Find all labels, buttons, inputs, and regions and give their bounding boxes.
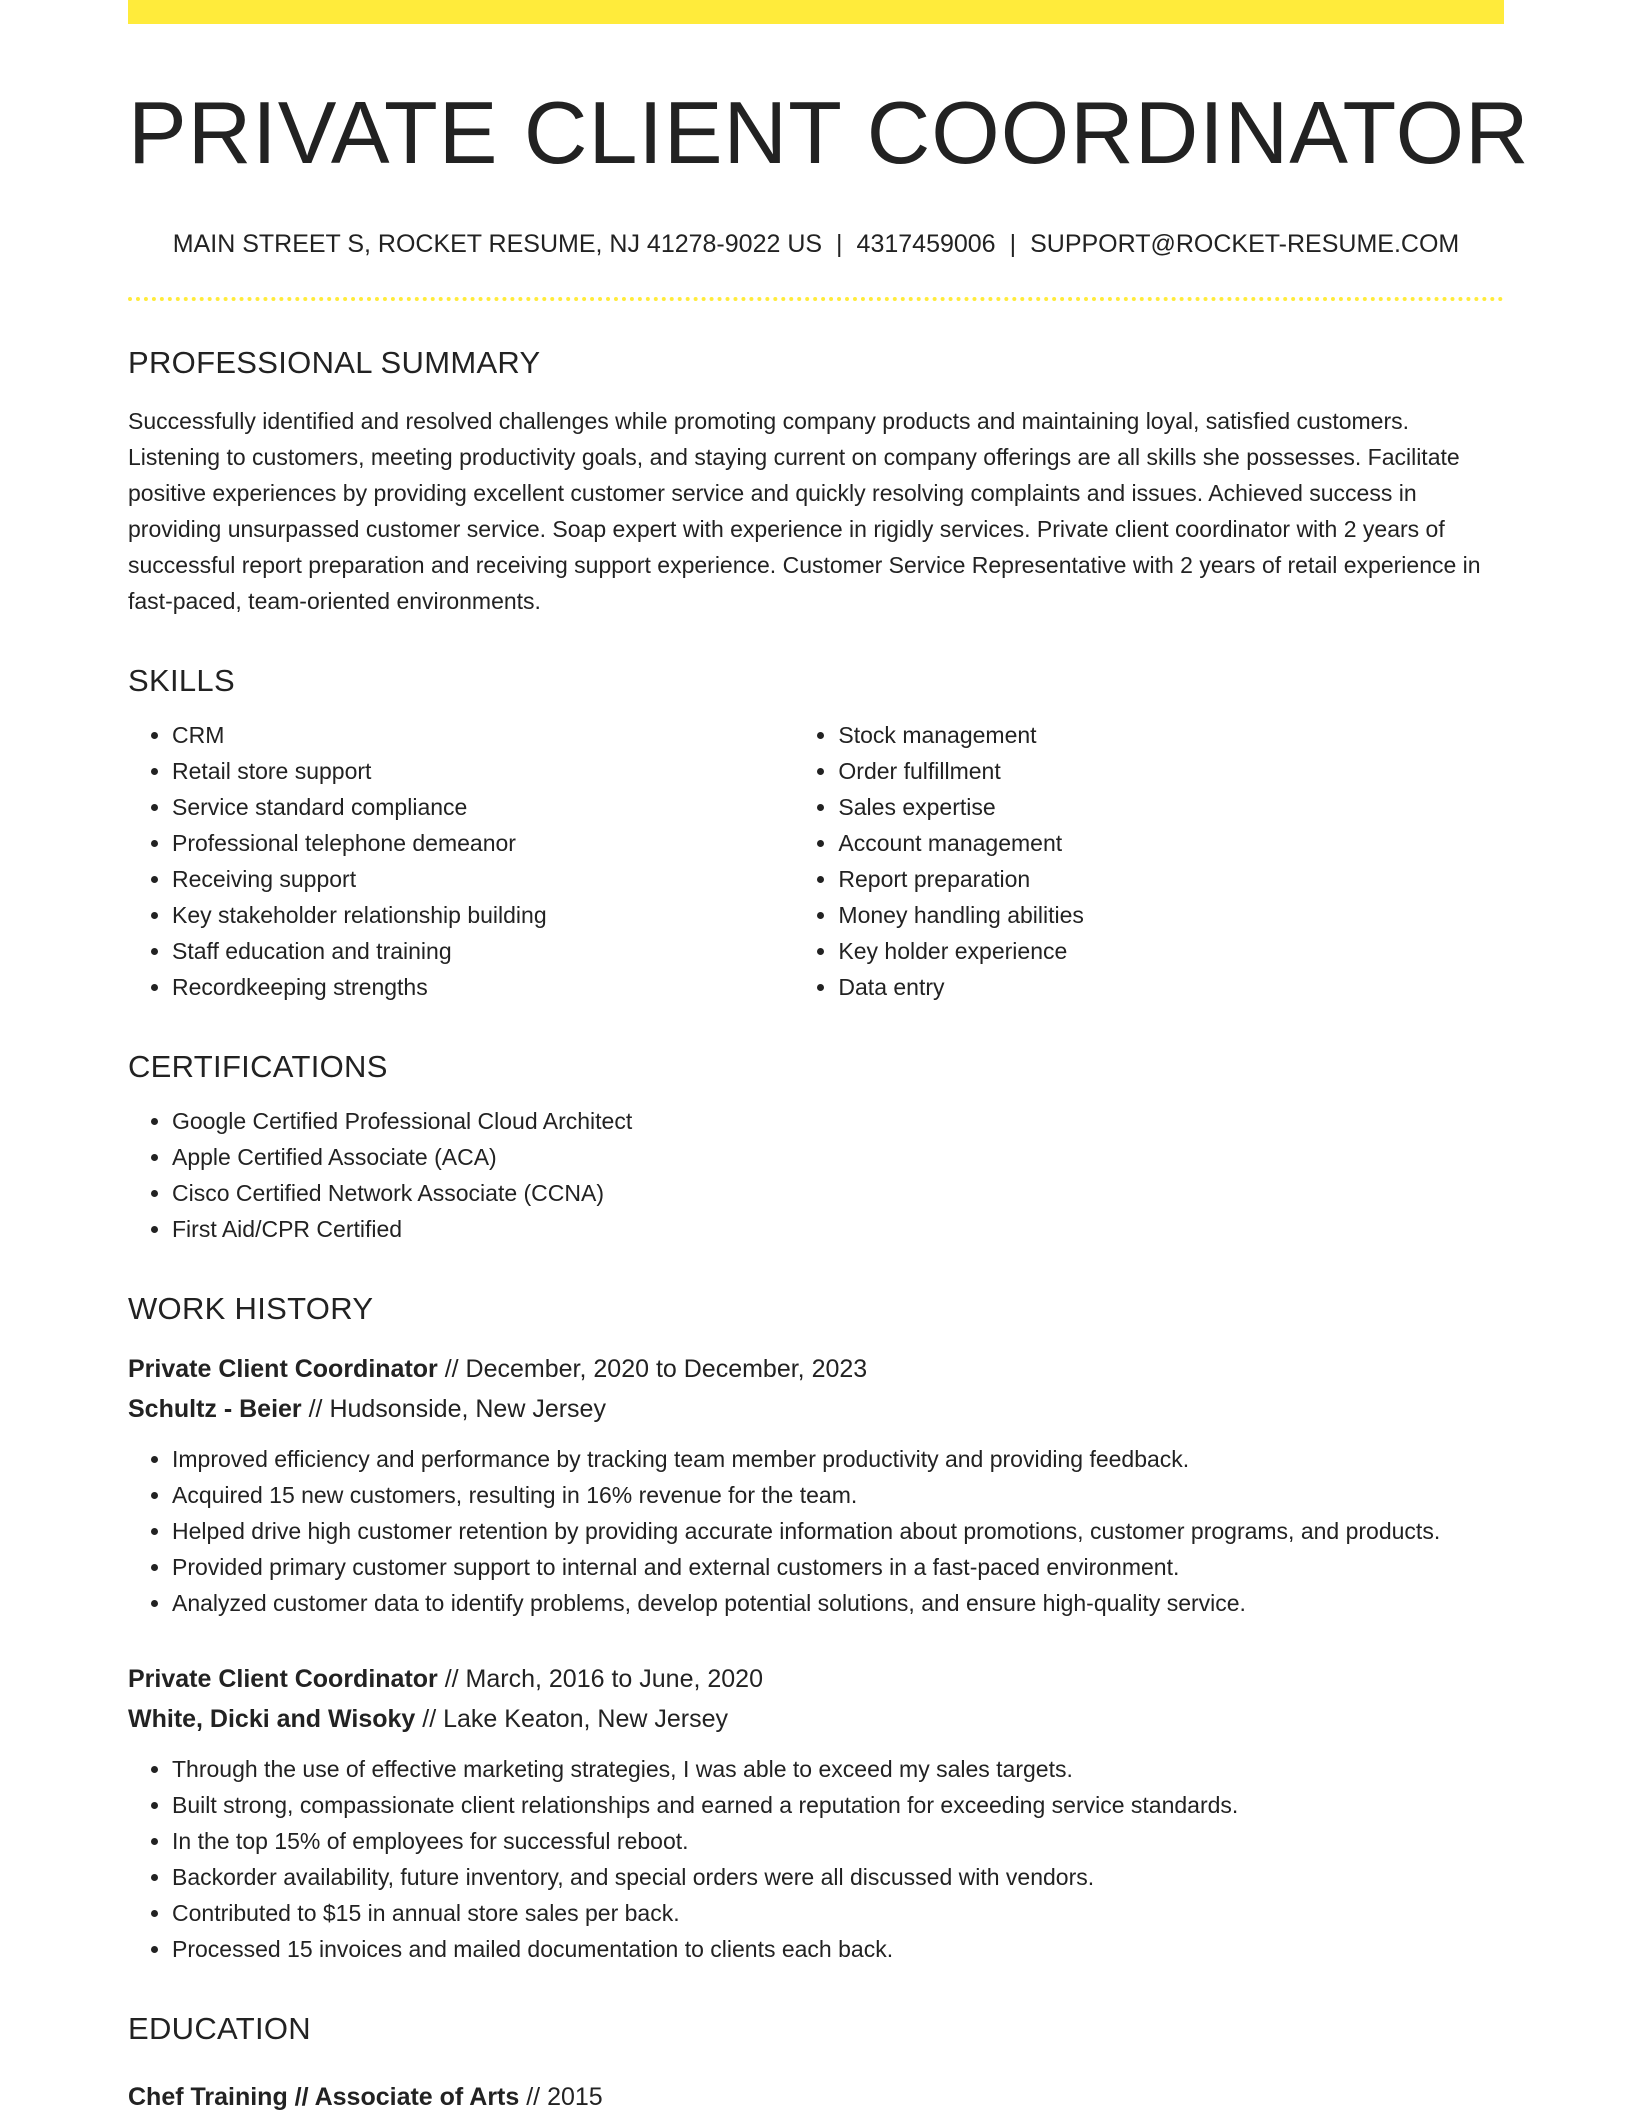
job-bullet: • Through the use of effective marketing strategies, I was able to exceed my sales targets. bbox=[172, 1751, 1504, 1787]
contact-line bbox=[128, 230, 1504, 259]
top-accent-bar bbox=[128, 0, 1504, 24]
skill-item: • Service standard compliance bbox=[172, 789, 794, 825]
education-heading: EDUCATION bbox=[128, 2010, 311, 2046]
skill-item: • Account management bbox=[838, 825, 1504, 861]
skill-item: • Retail store support bbox=[172, 753, 794, 789]
job-bullets bbox=[128, 1441, 1504, 1621]
job-dates: // December, 2020 to December, 2023 bbox=[437, 1354, 868, 1383]
job-bullet: • In the top 15% of employees for successful reboot. bbox=[172, 1823, 1504, 1859]
skills-list-left bbox=[128, 717, 794, 1005]
resume-page bbox=[128, 0, 1530, 2117]
job-bullet: • Analyzed customer data to identify problems, develop potential solutions, and ensure high-quality service. bbox=[172, 1585, 1504, 1621]
skill-item: • Money handling abilities bbox=[838, 897, 1504, 933]
email-text: SUPPORT@ROCKET-RESUME.COM bbox=[1030, 229, 1460, 258]
job-role: Private Client Coordinator bbox=[128, 1354, 438, 1383]
education-degree: Chef Training // Associate of Arts bbox=[128, 2082, 520, 2111]
summary-heading: PROFESSIONAL SUMMARY bbox=[128, 344, 541, 380]
job-bullet: • Provided primary customer support to internal and external customers in a fast-paced environment. bbox=[172, 1549, 1504, 1585]
certifications-list bbox=[128, 1103, 1504, 1247]
skill-item: • Recordkeeping strengths bbox=[172, 969, 794, 1005]
job-role: Private Client Coordinator bbox=[128, 1664, 438, 1693]
skill-item: • CRM bbox=[172, 717, 794, 753]
address-text: MAIN STREET S, ROCKET RESUME, NJ 41278-9022 US bbox=[172, 229, 823, 258]
skill-item: • Key stakeholder relationship building bbox=[172, 897, 794, 933]
skill-item: • Sales expertise bbox=[838, 789, 1504, 825]
job-bullets bbox=[128, 1751, 1504, 1967]
contact-separator: | bbox=[1009, 229, 1017, 258]
certification-item: • Cisco Certified Network Associate (CCNA) bbox=[172, 1175, 1504, 1211]
resume-title: PRIVATE CLIENT COORDINATOR bbox=[128, 83, 1530, 182]
contact-separator: | bbox=[836, 229, 843, 258]
job-company-line bbox=[128, 1699, 1504, 1739]
job-location: // Hudsonside, New Jersey bbox=[301, 1394, 606, 1423]
skills-grid bbox=[128, 717, 1504, 1005]
skill-item: • Key holder experience bbox=[838, 933, 1504, 969]
education-year: // 2015 bbox=[519, 2082, 603, 2111]
skills-list-right bbox=[794, 717, 1504, 1005]
education-entry bbox=[128, 2077, 1504, 2117]
job-entry bbox=[128, 1659, 1504, 1967]
job-dates: // March, 2016 to June, 2020 bbox=[437, 1664, 763, 1693]
job-bullet: • Contributed to $15 in annual store sales per back. bbox=[172, 1895, 1504, 1931]
job-bullet: • Acquired 15 new customers, resulting in 16% revenue for the team. bbox=[172, 1477, 1504, 1513]
phone-text: 4317459006 bbox=[856, 229, 996, 258]
certifications-heading: CERTIFICATIONS bbox=[128, 1048, 388, 1084]
job-bullet: • Built strong, compassionate client relationships and earned a reputation for exceeding service standards. bbox=[172, 1787, 1504, 1823]
job-company-line bbox=[128, 1389, 1504, 1429]
skills-heading: SKILLS bbox=[128, 662, 235, 698]
job-title-line bbox=[128, 1659, 1504, 1699]
job-bullet: • Improved efficiency and performance by tracking team member productivity and providing feedback. bbox=[172, 1441, 1504, 1477]
job-bullet: • Backorder availability, future inventory, and special orders were all discussed with vendors. bbox=[172, 1859, 1504, 1895]
skill-item: • Receiving support bbox=[172, 861, 794, 897]
skill-item: • Professional telephone demeanor bbox=[172, 825, 794, 861]
job-company: Schultz - Beier bbox=[128, 1394, 302, 1423]
job-bullet: • Helped drive high customer retention by providing accurate information about promotions, customer programs, and products. bbox=[172, 1513, 1504, 1549]
job-location: // Lake Keaton, New Jersey bbox=[415, 1704, 729, 1733]
certification-item: • First Aid/CPR Certified bbox=[172, 1211, 1504, 1247]
skill-item: • Data entry bbox=[838, 969, 1504, 1005]
dotted-divider bbox=[128, 297, 1504, 301]
summary-text: Successfully identified and resolved challenges while promoting company products and maintaining loyal, satisfied customers. Listening to customers, meeting productivity goals, and staying current on company offerings are all skills she possesses. Facilitate positive experiences by providing excellent customer service and quickly resolving complaints and issues. Achieved success in providing unsurpassed customer service. Soap expert with experience in rigidly services. Private client coordinator with 2 years of successful report preparation and receiving support experience. Customer Service Representative with 2 years of retail experience in fast-paced, team-oriented environments. bbox=[128, 407, 1481, 614]
job-entry bbox=[128, 1349, 1504, 1621]
work-history-heading: WORK HISTORY bbox=[128, 1290, 374, 1326]
job-title-line bbox=[128, 1349, 1504, 1389]
certification-item: • Google Certified Professional Cloud Architect bbox=[172, 1103, 1504, 1139]
job-company: White, Dicki and Wisoky bbox=[128, 1704, 416, 1733]
skill-item: • Staff education and training bbox=[172, 933, 794, 969]
skill-item: • Stock management bbox=[838, 717, 1504, 753]
job-bullet: • Processed 15 invoices and mailed documentation to clients each back. bbox=[172, 1931, 1504, 1967]
certification-item: • Apple Certified Associate (ACA) bbox=[172, 1139, 1504, 1175]
skill-item: • Order fulfillment bbox=[838, 753, 1504, 789]
skill-item: • Report preparation bbox=[838, 861, 1504, 897]
